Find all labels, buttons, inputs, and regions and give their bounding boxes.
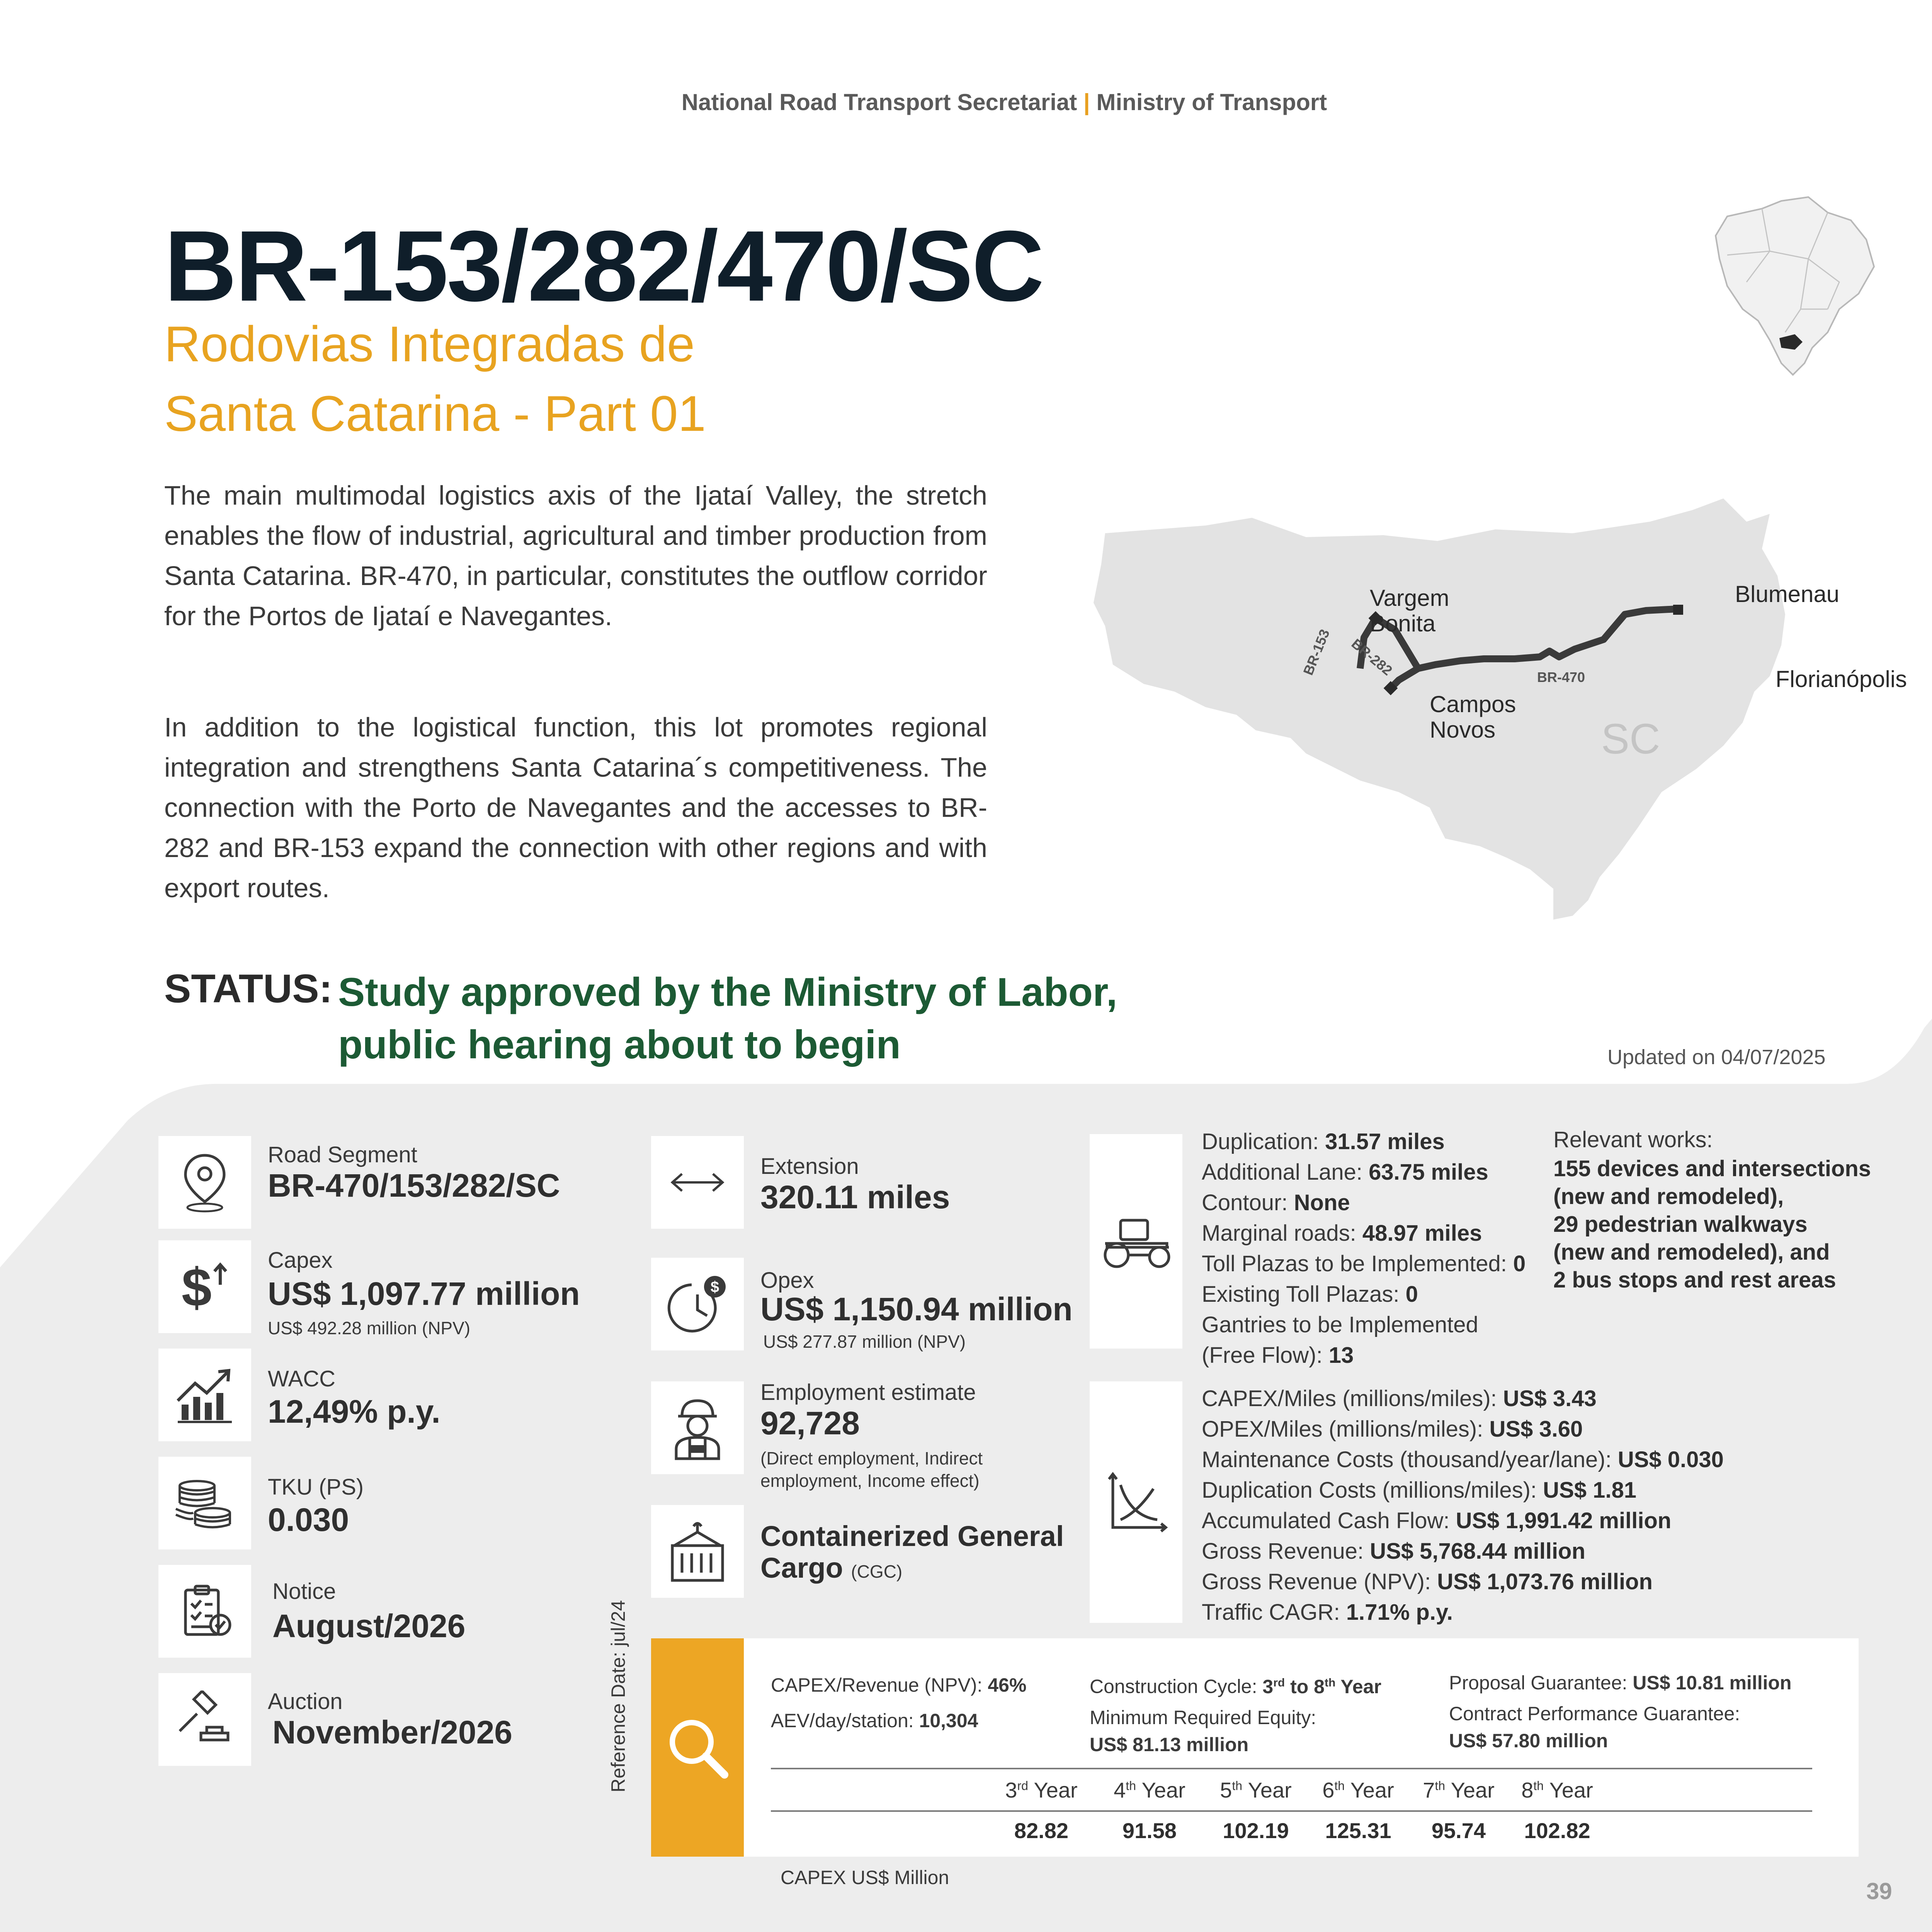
header-right: Ministry of Transport (1096, 89, 1327, 115)
capex-year-value: 102.19 (1223, 1818, 1289, 1843)
capex-dollar-icon (158, 1240, 251, 1333)
extension-arrows-icon (651, 1136, 744, 1229)
city-vargem-bonita: Vargem Bonita (1370, 585, 1449, 636)
wacc-value: 12,49% p.y. (268, 1393, 440, 1430)
brazil-locator-map (1712, 193, 1882, 379)
construction-cycle: Construction Cycle: 3rd to 8th Year (1090, 1675, 1381, 1697)
description-paragraph-2: In addition to the logistical function, this lot promotes regional integration and strengthens Santa Catarina´s competitiveness. The connection with the Porto de Navegantes and the accesses to BR-282 and BR-153 expand the connection with other regions and with export routes. (164, 712, 987, 903)
header-separator: | (1083, 89, 1090, 115)
page-number: 39 (1866, 1878, 1892, 1904)
opex-value: US$ 1,150.94 million (760, 1291, 1073, 1327)
status-label: STATUS: (164, 966, 333, 1011)
opex-npv: US$ 277.87 million (NPV) (763, 1332, 966, 1352)
financial-details: CAPEX/Miles (millions/miles): US$ 3.43 OPEX/Miles (millions/miles): US$ 3.60 Maintenance Costs (thousand/year/lane): US$ 0.030 Duplication Costs (millions/miles): US$ 1.81 Accumulated Cash Flow: US$ 1,991.42 million Gross Revenue: US$ 5,768.44 million Gross Revenue (NPV): US$ 1,073.76 million Traffic CAGR: 1.71% p.y. (1202, 1386, 1724, 1625)
header-left: National Road Transport Secretariat (681, 89, 1077, 115)
road-segment-label: Road Segment (268, 1142, 417, 1167)
contract-guarantee-value: US$ 57.80 million (1449, 1730, 1608, 1752)
location-pin-icon (158, 1136, 251, 1229)
extension-value: 320.11 miles (760, 1179, 950, 1215)
proposal-guarantee: Proposal Guarantee: US$ 10.81 million (1449, 1672, 1792, 1694)
capex-year-value: 125.31 (1325, 1818, 1391, 1843)
capex-revenue: CAPEX/Revenue (NPV): 46% (771, 1674, 1027, 1696)
capex-year-header: 8th Year (1521, 1778, 1593, 1802)
capex-year-value: 102.82 (1524, 1818, 1590, 1843)
city-florianopolis: Florianópolis (1776, 666, 1907, 692)
capex-year-header: 5th Year (1220, 1778, 1292, 1802)
container-cargo-icon (651, 1505, 744, 1598)
capex-year-value: 95.74 (1431, 1818, 1486, 1843)
page-subtitle (164, 309, 706, 448)
subtitle-line-2: Santa Catarina - Part 01 (164, 385, 706, 442)
br282-road-label: BR-282 (1348, 635, 1396, 679)
relevant-works: Relevant works: 155 devices and intersections (new and remodeled), 29 pedestrian walkways (new and remodeled), and 2 bus stops and rest areas (1553, 1127, 1871, 1293)
capex-year-headers (987, 1777, 1605, 1803)
wacc-label: WACC (268, 1366, 336, 1391)
updated-date: Updated on 04/07/2025 (1607, 1046, 1826, 1069)
auction-gavel-icon (158, 1673, 251, 1766)
capex-year-value: 91.58 (1122, 1818, 1177, 1843)
minimum-equity-value: US$ 81.13 million (1090, 1733, 1249, 1755)
cargo-type: Containerized General Cargo (CGC) (760, 1520, 1064, 1584)
opex-clock-icon (651, 1258, 744, 1350)
notice-document-icon (158, 1565, 251, 1658)
capex-year-header: 6th Year (1322, 1778, 1394, 1802)
tku-label: TKU (PS) (268, 1475, 364, 1500)
road-segment-value: BR-470/153/282/SC (268, 1167, 560, 1204)
contract-guarantee-label: Contract Performance Guarantee: (1449, 1703, 1740, 1725)
wacc-chart-icon (158, 1349, 251, 1441)
subtitle-line-1: Rodovias Integradas de (164, 316, 695, 372)
page-header (0, 89, 1932, 116)
capex-npv: US$ 492.28 million (NPV) (268, 1318, 471, 1338)
capex-label: Capex (268, 1248, 333, 1273)
capex-year-header: 3rd Year (1005, 1778, 1078, 1802)
description-paragraph-1: The main multimodal logistics axis of the Ijataí Valley, the stretch enables the flow of industrial, agricultural and timber production from Santa Catarina. BR-470, in particular, constitutes the outflow corridor for the Portos de Ijataí e Navegantes. (164, 480, 987, 631)
table-divider-top (771, 1768, 1812, 1769)
search-magnifier-block (651, 1638, 744, 1857)
employment-note: (Direct employment, Indirect employment, Income effect) (760, 1448, 983, 1491)
works-details: Duplication: 31.57 miles Additional Lane: 63.75 miles Contour: None Marginal roads: 48.97 miles Toll Plazas to be Implemented: 0 Existing Toll Plazas: 0 Gantries to be Implemented (Free Flow): 13 (1202, 1129, 1526, 1368)
svg-text:$: $ (710, 1279, 719, 1296)
capex-caption: CAPEX US$ Million (781, 1867, 949, 1888)
br153-road-label: BR-153 (1300, 627, 1333, 677)
employment-label: Employment estimate (760, 1380, 976, 1405)
minimum-equity-label: Minimum Required Equity: (1090, 1706, 1316, 1728)
extension-label: Extension (760, 1154, 859, 1179)
cargo-abbr: (CGC) (851, 1561, 903, 1582)
notice-value: August/2026 (272, 1608, 466, 1644)
br470-road-label: BR-470 (1537, 669, 1585, 685)
table-divider-mid (771, 1810, 1812, 1812)
magnifier-icon (663, 1713, 732, 1782)
auction-label: Auction (268, 1689, 343, 1714)
notice-label: Notice (272, 1579, 336, 1604)
opex-label: Opex (760, 1268, 814, 1293)
aev-day-station: AEV/day/station: 10,304 (771, 1710, 978, 1731)
financial-chart-icon (1090, 1381, 1182, 1623)
coins-icon (158, 1457, 251, 1549)
city-blumenau: Blumenau (1735, 581, 1840, 607)
road-roller-icon (1090, 1134, 1182, 1349)
auction-value: November/2026 (272, 1714, 513, 1750)
city-campos-novos: Campos Novos (1430, 691, 1516, 743)
employment-value: 92,728 (760, 1405, 860, 1441)
sc-state-label: SC (1601, 715, 1660, 763)
capex-year-header: 4th Year (1114, 1778, 1185, 1802)
worker-helmet-icon (651, 1381, 744, 1474)
tku-value: 0.030 (268, 1502, 349, 1538)
svg-text:$: $ (182, 1258, 212, 1316)
status-value: Study approved by the Ministry of Labor, public hearing about to begin (338, 970, 1117, 1067)
page-title: BR-153/282/470/SC (164, 210, 1043, 322)
capex-year-values (987, 1818, 1605, 1843)
capex-year-header: 7th Year (1423, 1778, 1495, 1802)
capex-value: US$ 1,097.77 million (268, 1276, 580, 1312)
capex-year-value: 82.82 (1014, 1818, 1069, 1843)
